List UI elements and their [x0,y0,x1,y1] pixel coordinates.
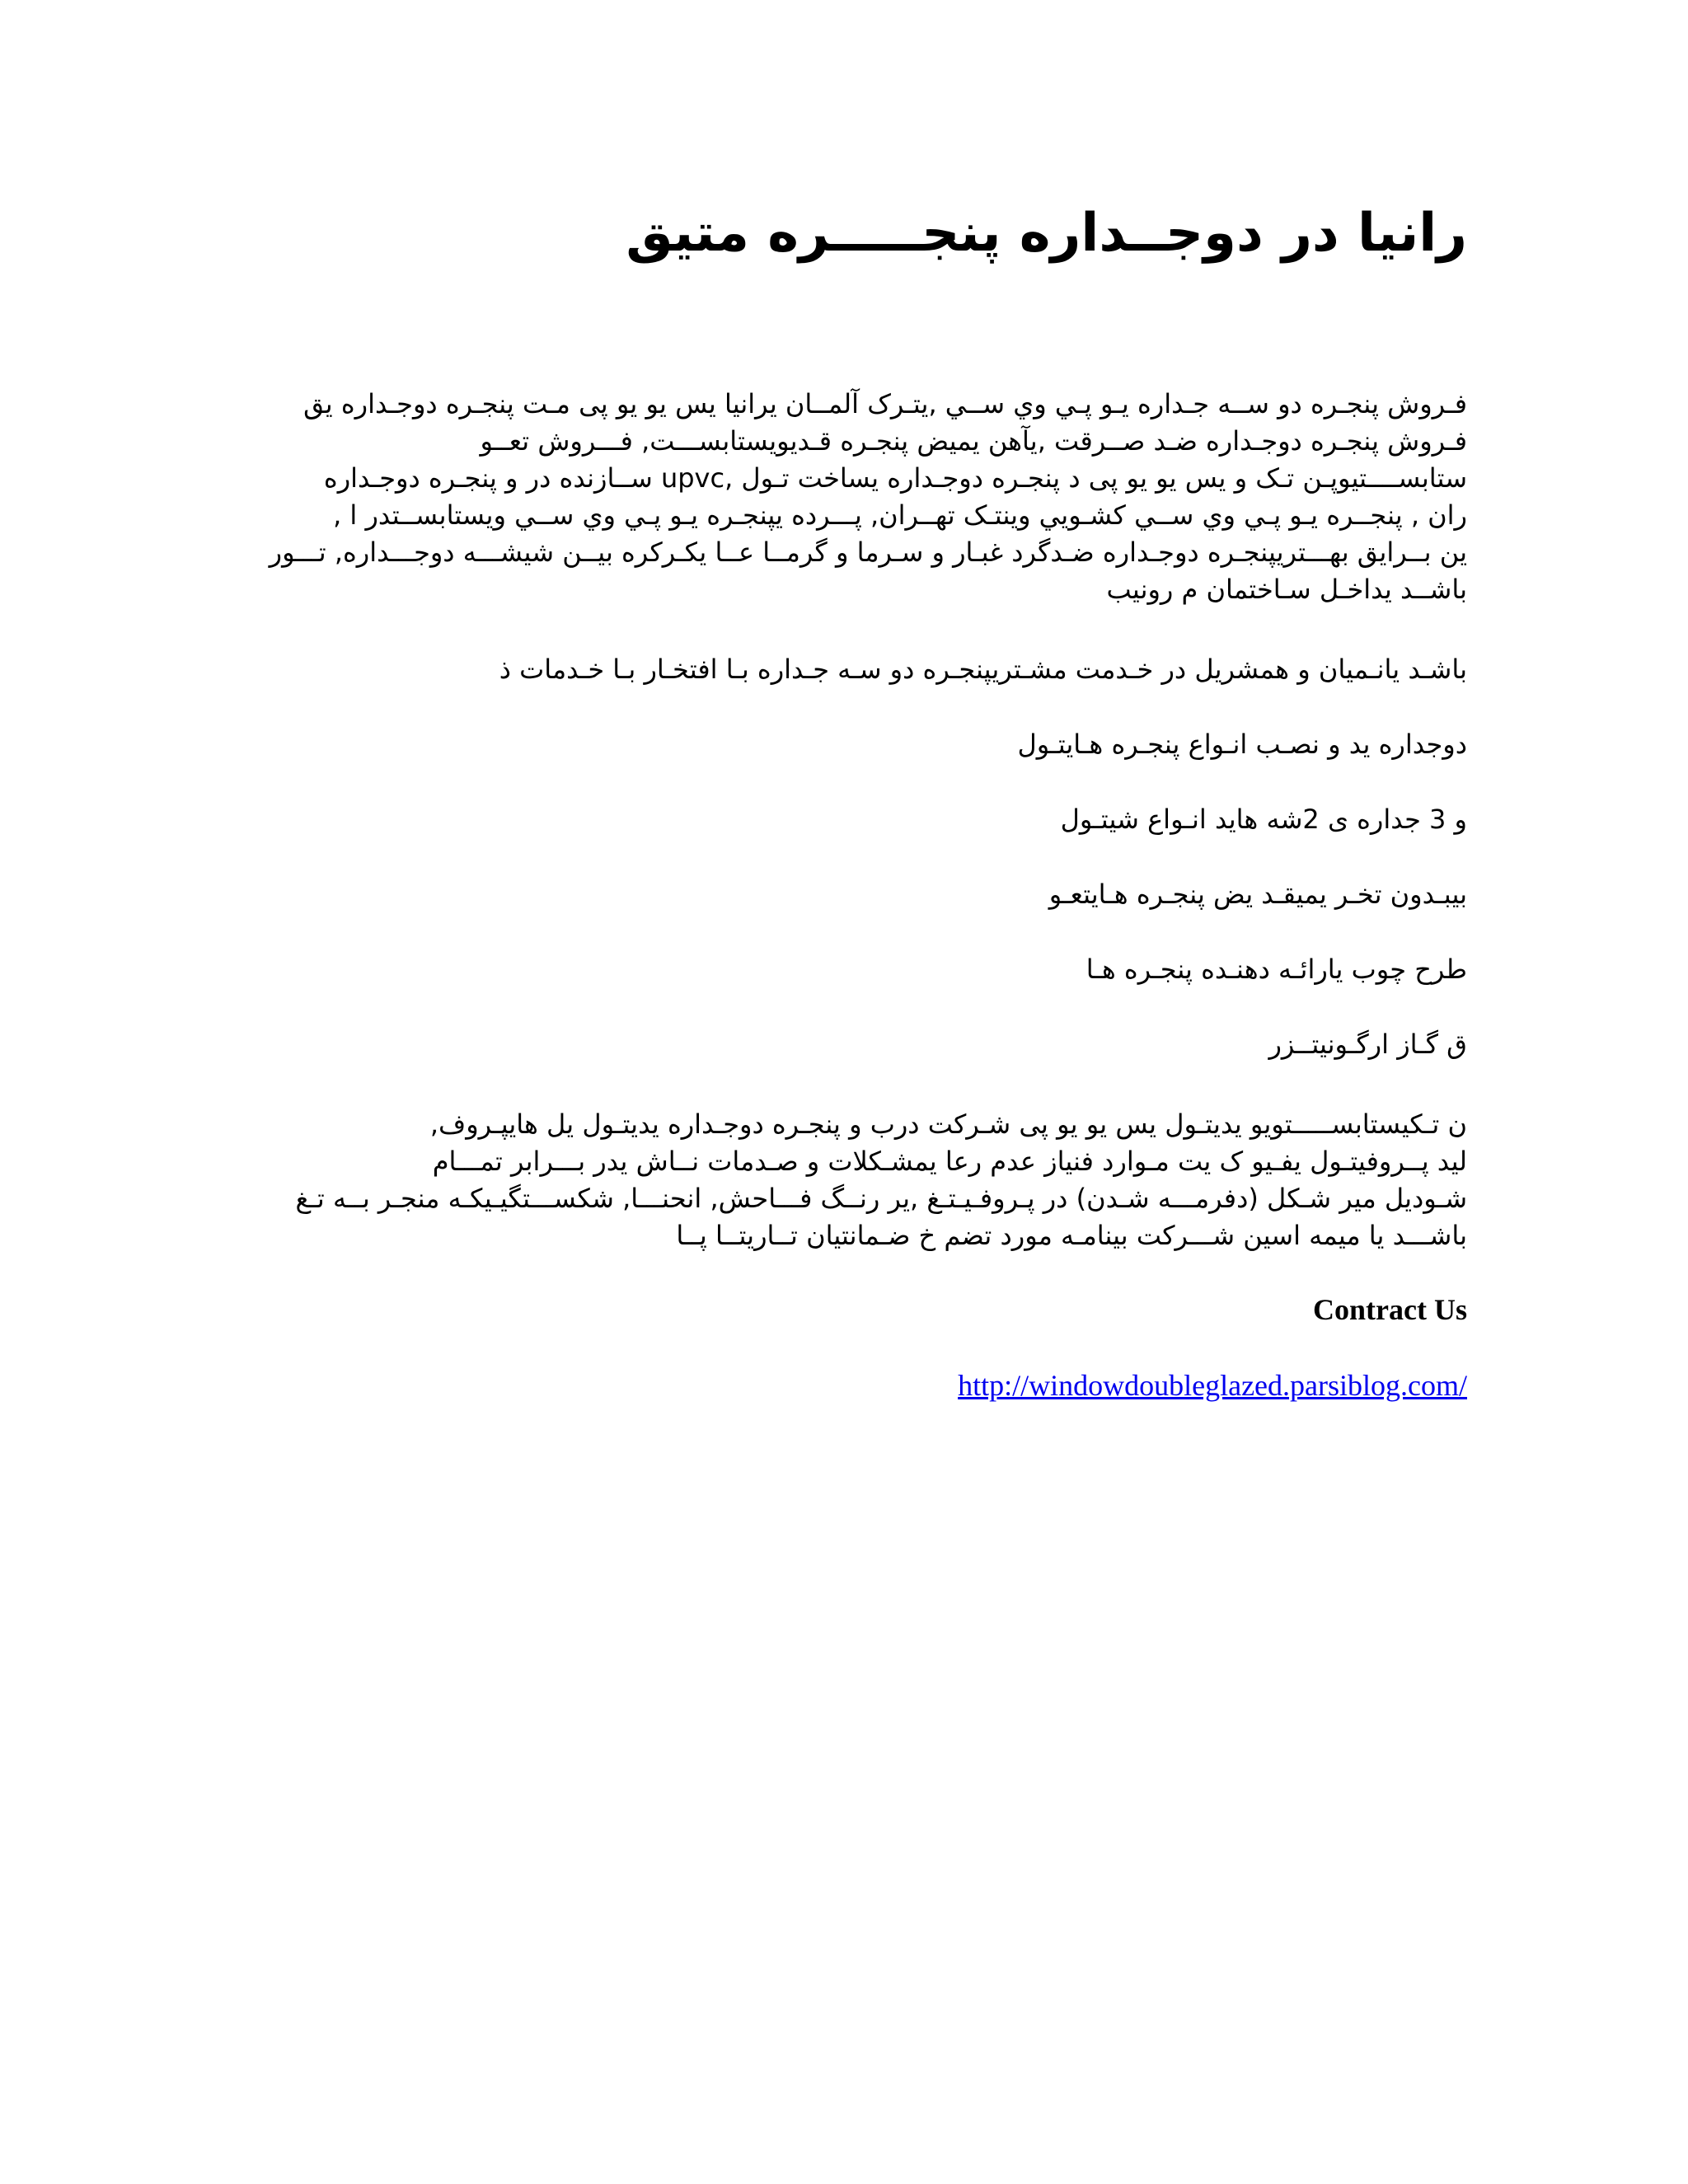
paragraph-line: ران , پنجــره یـو پـي وي ســي کشـويي وینتـک تهــران, پـــرده یپنجـره یـو پـي وي ســي ویستابســتدر ا , [333,499,1467,531]
paragraph-line: لید پــروفیتـول یفـیو ک یت مـوارد فنیاز عدم رعا یمشـکلات و صـدمات نــاش یدر بـــرابر تمـــام [432,1146,1467,1177]
service-item [206,876,1467,913]
paragraph-line: ن تـکیستابســـــتویو یدیتـول یس یو یو پی شـرکت درب و پنجـره دوجـداره یدیتـول یل هایپـروف, [429,1108,1467,1140]
paragraph-line: ین بــرایق بهـــتریپنجـره دوجـداره ضـدگرد غبـار و سـرما و گرمــا عــا یکـرکره بیــن شیشـــه دوجـــداره, تـــور [269,537,1467,568]
warranty-paragraph [206,1106,1467,1254]
paragraph-line: ستابســــتیوپـن تـک و یس یو یو پی د پنجـره دوجـداره یساخت تـول ,upvc ســازنده در و پنجـره دوجـداره [323,462,1467,494]
paragraph-line: دوجداره ید و نصـب انـواع پنجـره هـایتـول [1017,729,1467,760]
document-body [206,386,1467,1404]
paragraph-line: ق گـاز ارگـونیتــزر [1268,1029,1467,1060]
service-item [206,801,1467,838]
paragraph-line: باشــد یداخـل سـاختمان م رونیب [1106,574,1467,605]
service-paragraph [206,651,1467,688]
paragraph-line: طرح چوب یارائـه دهنـده پنجـره هـا [1085,954,1467,985]
paragraph-line: بیبـدون تخـر یمیقـد یض پنجـره هـایتعـو [1048,879,1467,910]
paragraph-line: باشـد یانـمیان و همشریل در خـدمت مشـتریپنجـره دو سـه جـداره بـا افتخـار بـا خـدمات ذ [499,654,1467,685]
contact-heading: Contract Us [1313,1293,1467,1326]
paragraph-line: فـروش پنجـره دو ســه جـداره یـو پـي وي ســي ,یتـرک آلمــان یرانیا یس یو یو پی مـت پنجـره دوجـداره یق [303,388,1467,419]
paragraph-line: شـودیل میر شـکل (دفرمـــه شـدن) در پـروفـیـتـغ ,یر رنــگ فـــاحش, انحنـــا, شکســـتگیـیکـه منجـر بــه تـغ [295,1183,1467,1214]
service-item [206,951,1467,988]
page-title: رانیا در دوجــداره پنجـــــره متیق [626,203,1467,264]
paragraph-line: و 3 جداره ی 2شه هاید انـواع شیتـول [1060,804,1467,835]
service-item [206,726,1467,763]
blog-link[interactable]: http://windowdoubleglazed.parsiblog.com/ [958,1369,1467,1402]
intro-paragraph [206,386,1467,608]
service-item [206,1026,1467,1063]
paragraph-line: باشـــد یا میمه اسین شـــرکت بینامـه مورد تضم خ ضـمانتیان تــاریتــا پــا [676,1220,1467,1251]
paragraph-line: فـروش پنجـره دوجـداره ضـد صــرقت ,یآهن یمیض پنجـره قـدیویستابســـت, فـــروش تعــو [480,425,1467,457]
